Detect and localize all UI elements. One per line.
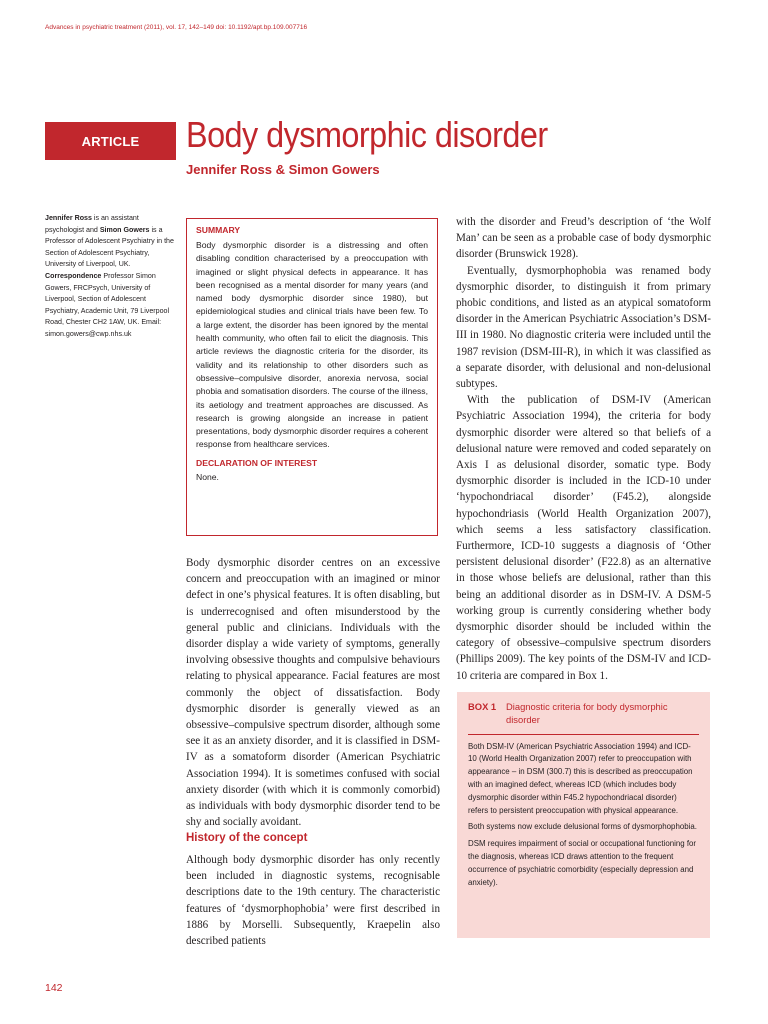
author-name-1: Jennifer Ross	[45, 214, 92, 222]
box1-item: Both systems now exclude delusional forms of dysmorphophobia.	[468, 822, 697, 832]
box1-title-row	[468, 700, 699, 735]
declaration-heading: DECLARATION OF INTEREST	[196, 457, 318, 468]
running-head: Advances in psychiatric treatment (2011), vol. 17, 142–149 doi: 10.1192/apt.bp.109.007716	[45, 24, 308, 31]
author-note-text-2: is a Professor of Adolescent Psychiatry in the Section of Adolescent Psychiatry, University of Liverpool, UK.	[45, 225, 174, 269]
author-note-text-1: is an assistant psychologist and	[45, 214, 139, 234]
authors: Jennifer Ross & Simon Gowers	[186, 162, 380, 177]
box1-item: DSM requires impairment of social or occupational functioning for the diagnosis, whereas ICD draws attention to the frequent occurrence of psychiatric comorbidity (especially depression and anxiety).	[468, 839, 697, 887]
correspondence-text: Professor Simon Gowers, FRCPsych, University of Liverpool, Section of Adolescent Psychiatry, Academic Unit, 79 Liverpool Road, Chester CH2 1AW, UK. Email: simon.gowers@cwp.nhs.uk	[45, 271, 170, 338]
correspondence-label: Correspondence	[45, 271, 102, 280]
page-number: 142	[45, 982, 63, 994]
author-name-2: Simon Gowers	[99, 225, 150, 234]
body-paragraph: with the disorder and Freud’s description of ‘the Wolf Man’ can be seen as a probable case of body dysmorphic disorder (Brunswick 1928).	[456, 216, 711, 261]
history-heading: History of the concept	[186, 832, 308, 844]
history-column	[186, 852, 440, 949]
intro-column	[186, 555, 440, 830]
page-title: Body dysmorphic disorder	[186, 114, 548, 155]
body-paragraph: Eventually, dysmorphophobia was renamed body dysmorphic disorder, to distinguish it from primary phobic conditions, and listed as an atypical somatoform disorder in the American Psychiatric Association’s DSM-III in 1980. No diagnostic criteria were included until the 1987 revision (DSM-III-R), in which it was classified as a separate disorder, with delusional and non-delusional subtypes.	[456, 264, 711, 391]
summary-box	[186, 218, 438, 536]
summary-text: Body dysmorphic disorder is a distressing and often disabling condition characterised by a preoccupation with imagined or slight physical defects in appearance. It has been recognised as a mental disorder for many years (and named body dysmorphic disorder since 1980), but epidemiological studies and clinical trials have been few. To a large extent, the disorder has been ignored by the mental health community, who often fail to elicit the diagnosis. This article reviews the diagnostic criteria for the disorder, its validity and its relationship to other disorders such as obsessive–compulsive disorder, anorexia nervosa, social phobia and somatisation disorders. The course of the illness, its aetiology and treatment approaches are discussed. As research is growing alongside an increase in patient presentations, body dysmorphic disorder requires a coherent response from healthcare services.	[196, 240, 428, 450]
declaration-text: None.	[196, 471, 219, 482]
box1-item: Both DSM-IV (American Psychiatric Association 1994) and ICD-10 (World Health Organization 2007) refer to preoccupation with appearance – in DSM (300.7) this is described as preoccupation with an imagined defect, whereas ICD (which includes body dysmorphic disorder within F45.2 hypochondriacal disorder) refers to persistent preoccupation with physical appearance.	[468, 741, 693, 815]
section-tag: ARTICLE	[45, 122, 176, 160]
right-column	[456, 214, 711, 684]
summary-heading: SUMMARY	[196, 225, 241, 235]
author-note	[45, 213, 177, 341]
intro-paragraph: Body dysmorphic disorder centres on an excessive concern and preoccupation with an imagined or minor defect in one’s physical features. It is often disabling, but is underrecognised and often misunderstood by the general public and clinicians. Individuals with the disorder display a wide variety of symptoms, generally involving obsessive thoughts and compulsive behaviours relating to physical appearance. Facial features are most commonly the object of dissatisfaction. Body dysmorphic disorder is generally viewed as an obsessive–compulsive spectrum disorder, although some see it as an anxiety disorder, and it is classified in DSM-IV as a somatoform disorder (American Psychiatric Association 1994). It is sometimes confused with social anxiety disorder (with which it is commonly comorbid) as individuals with body dysmorphic disorder tend to be shy and socially avoidant.	[186, 557, 440, 829]
box1-label: BOX 1	[468, 701, 497, 712]
body-paragraph: With the publication of DSM-IV (American Psychiatric Association 1994), the criteria for body dysmorphic disorder were altered so that beliefs of a delusional nature were removed and coded separately on Axis I as delusional disorder, somatic type. Body dysmorphic disorder is included in the ICD-10 under ‘hypochondriacal disorder’ (F45.2), alongside hypochondriasis (World Health Organization 2007), which seems a less satisfactory classification. Furthermore, ICD-10 suggests a diagnosis of ‘Other persistent delusional disorder’ (F22.8) as an alternative in those whose beliefs are delusional, rather than this being an additional disorder as in DSM-IV. A DSM-5 working group is currently considering whether body dysmorphic disorder should be included within the category of obsessive–compulsive spectrum disorders (Phillips 2009). The key points of the DSM-IV and ICD-10 criteria are compared in Box 1.	[456, 394, 711, 682]
history-paragraph: Although body dysmorphic disorder has only recently been included in diagnostic systems, recognisable descriptions date to the 19th century. The characteristic features of ‘dysmorphophobia’ were first described in 1886 by Morselli. Subsequently, Kraepelin also described patients	[186, 854, 440, 948]
box1	[457, 692, 710, 938]
box1-title: Diagnostic criteria for body dysmorphic disorder	[506, 701, 668, 726]
